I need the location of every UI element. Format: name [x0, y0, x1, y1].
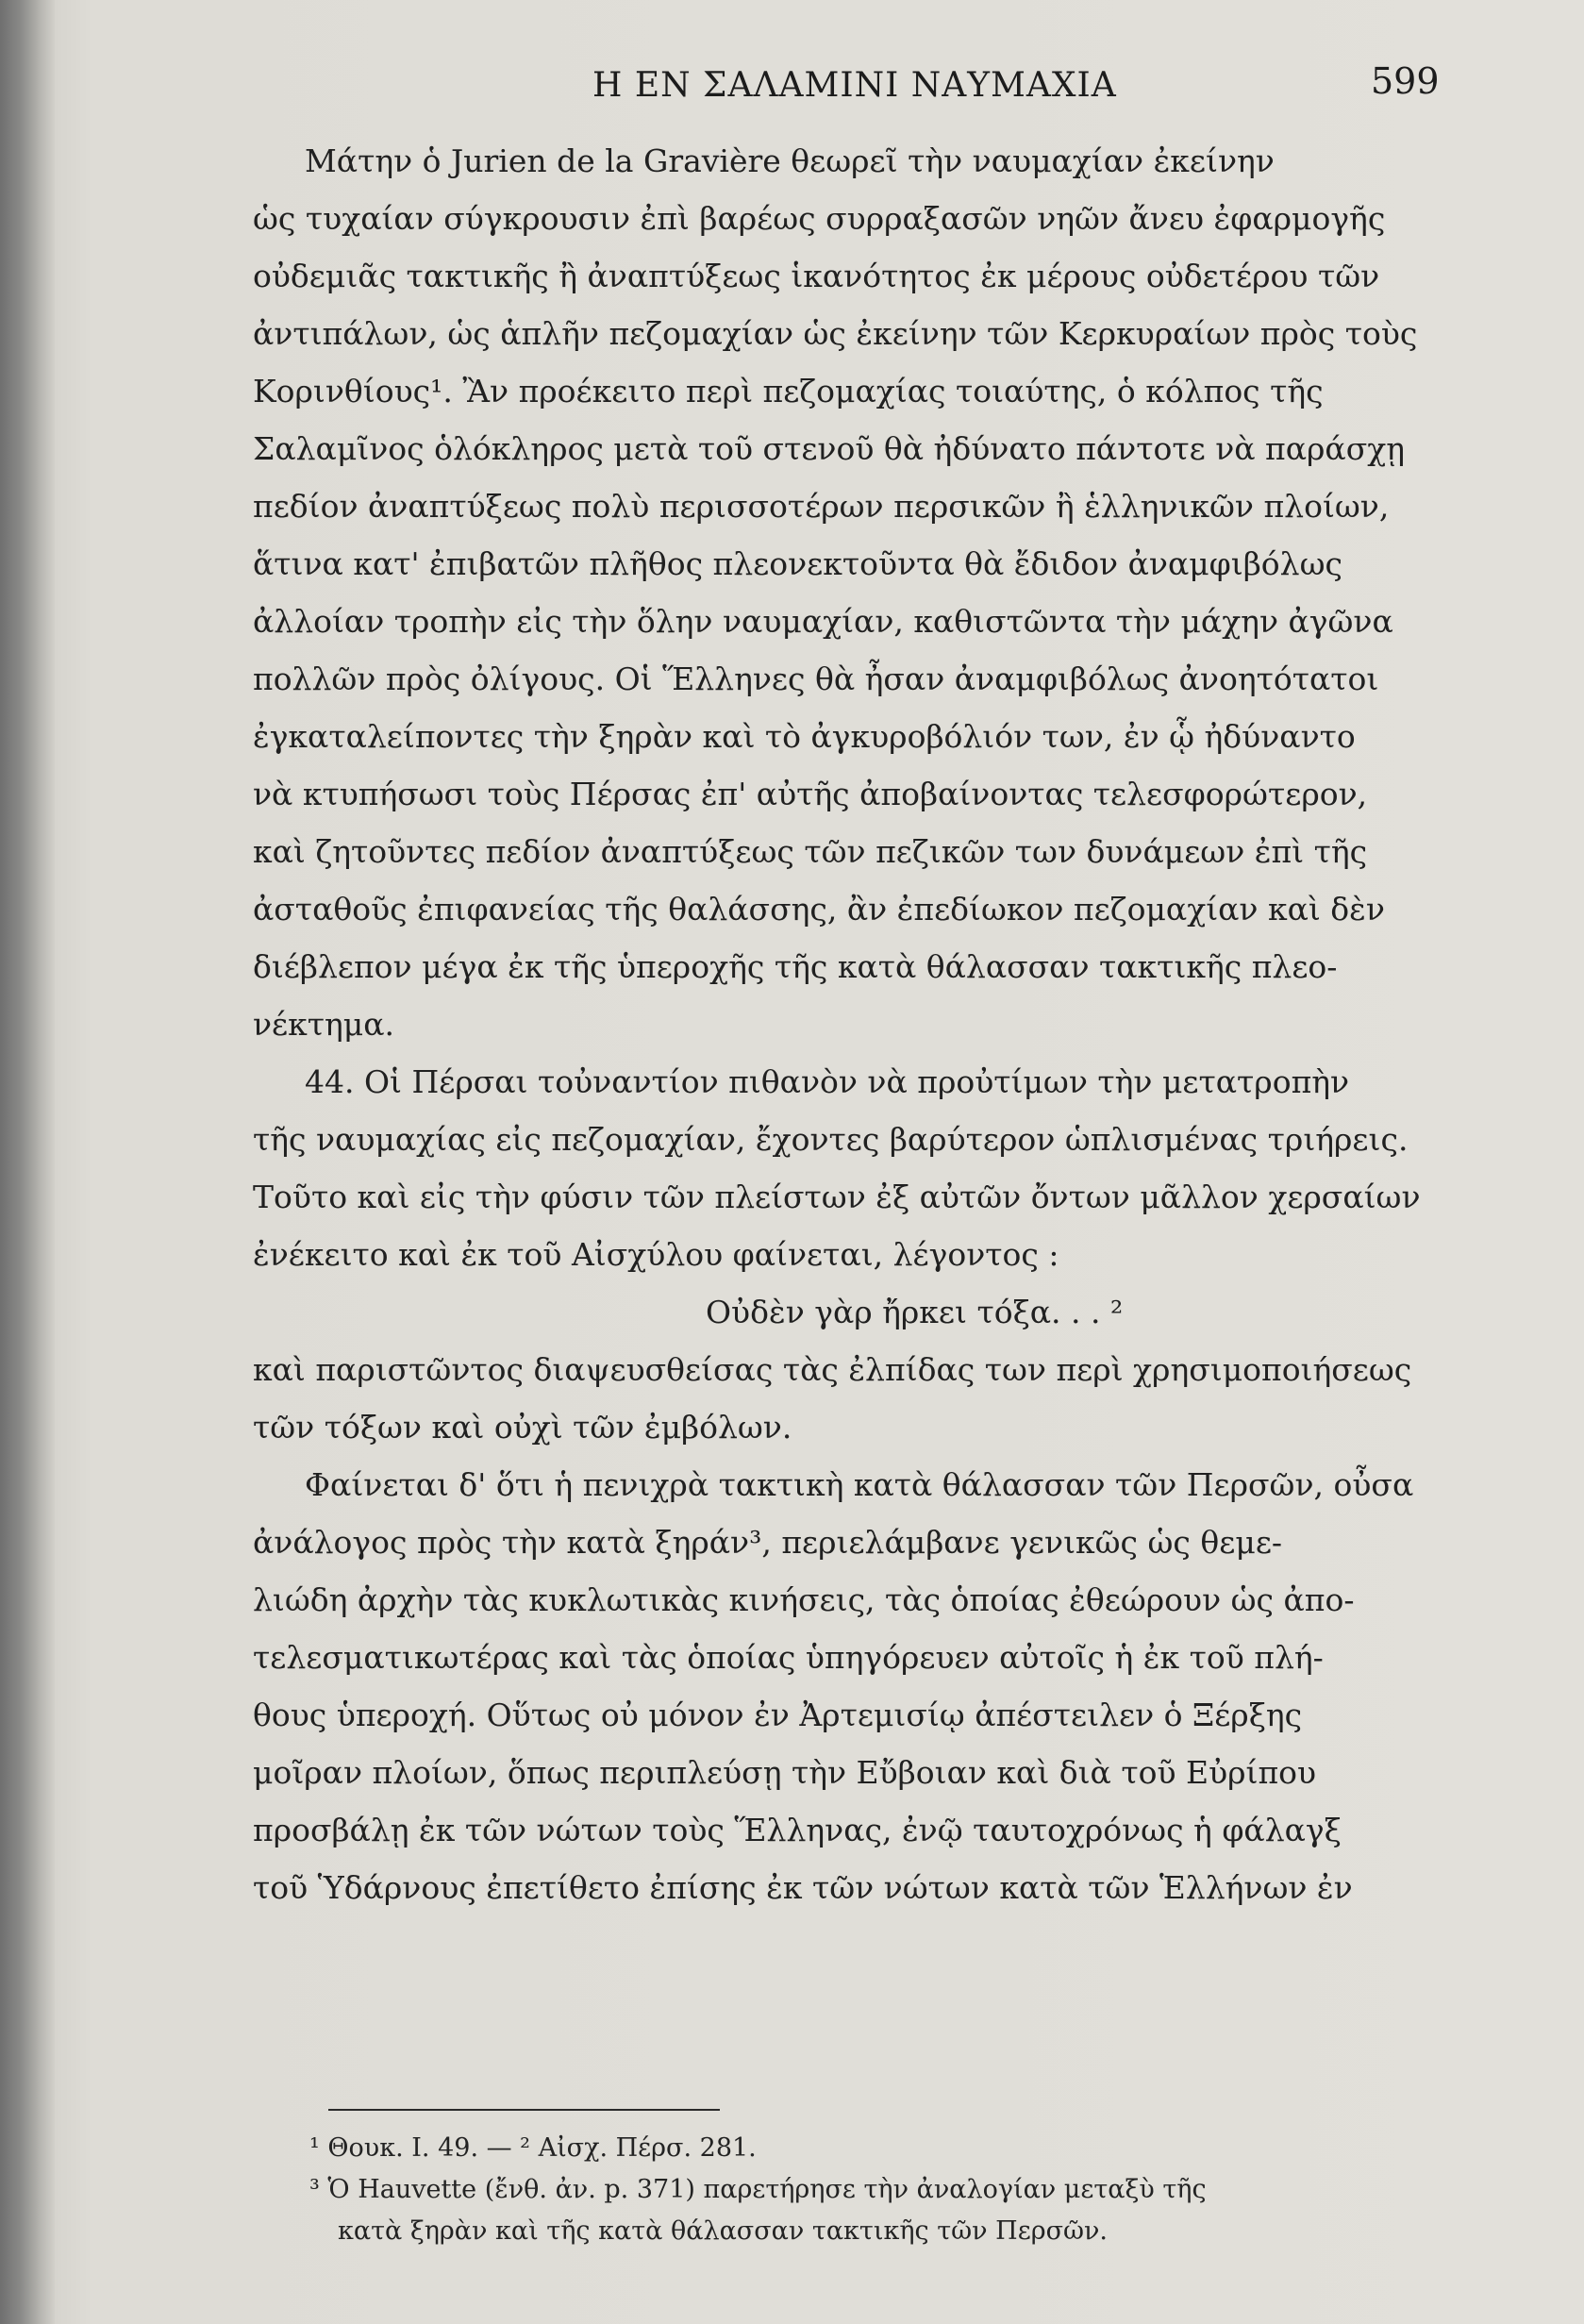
book-page	[55, 0, 1584, 2324]
verse-quotation: Οὐδὲν γὰρ ἤρκει τόξα. . . ²	[706, 1294, 1124, 1330]
text-line: Φαίνεται δ' ὅτι ἡ πενιχρὰ τακτικὴ κατὰ θάλασσαν τῶν Περσῶν, οὖσα	[305, 1466, 1414, 1503]
text-line: τελεσματικωτέρας καὶ τὰς ὁποίας ὑπηγόρευεν αὐτοῖς ἡ ἐκ τοῦ πλή-	[253, 1639, 1324, 1676]
text-line: τῶν τόξων καὶ οὐχὶ τῶν ἐμβόλων.	[253, 1409, 792, 1446]
text-line: τῆς ναυμαχίας εἰς πεζομαχίαν, ἔχοντες βαρύτερον ὡπλισμένας τριήρεις.	[253, 1121, 1409, 1158]
text-line: Κορινθίους¹. Ἂν προέκειτο περὶ πεζομαχίας τοιαύτης, ὁ κόλπος τῆς	[253, 373, 1324, 410]
text-line: ἐγκαταλείποντες τὴν ξηρὰν καὶ τὸ ἀγκυροβόλιόν των, ἐν ᾧ ἠδύναντο	[253, 718, 1356, 755]
text-line: μοῖραν πλοίων, ὅπως περιπλεύσῃ τὴν Εὔβοιαν καὶ διὰ τοῦ Εὐρίπου	[253, 1754, 1317, 1791]
footnote-continuation: κατὰ ξηρὰν καὶ τῆς κατὰ θάλασσαν τακτικῆς τῶν Περσῶν.	[338, 2216, 1109, 2246]
footnote: ¹ Θουκ. Ι. 49. — ² Αἰσχ. Πέρσ. 281.	[309, 2133, 757, 2163]
footnote-separator	[328, 2109, 720, 2111]
text-line: ἀνάλογος πρὸς τὴν κατὰ ξηράν³, περιελάμβανε γενικῶς ὡς θεμε-	[253, 1524, 1283, 1561]
text-line: καὶ ζητοῦντες πεδίον ἀναπτύξεως τῶν πεζικῶν των δυνάμεων ἐπὶ τῆς	[253, 833, 1368, 870]
main-text	[253, 132, 1498, 1916]
book-binding-edge	[0, 0, 55, 2324]
page-header	[55, 60, 1584, 117]
text-line: Μάτην ὁ Jurien de la Gravière θεωρεῖ τὴν ναυμαχίαν ἐκείνην	[305, 142, 1275, 179]
text-line: Σαλαμῖνος ὁλόκληρος μετὰ τοῦ στενοῦ θὰ ἠδύνατο πάντοτε νὰ παράσχῃ	[253, 430, 1405, 467]
text-line: πολλῶν πρὸς ὀλίγους. Οἱ Ἕλληνες θὰ ἦσαν ἀναμφιβόλως ἀνοητότατοι	[253, 660, 1379, 697]
text-line: ἐνέκειτο καὶ ἐκ τοῦ Αἰσχύλου φαίνεται, λέγοντος :	[253, 1236, 1059, 1273]
text-line: διέβλεπον μέγα ἐκ τῆς ὑπεροχῆς τῆς κατὰ θάλασσαν τακτικῆς πλεο-	[253, 948, 1338, 985]
text-line: νέκτημα.	[253, 1006, 395, 1043]
text-line: ὡς τυχαίαν σύγκρουσιν ἐπὶ βαρέως συρραξασῶν νηῶν ἄνευ ἐφαρμογῆς	[253, 200, 1386, 237]
text-line: ἀσταθοῦς ἐπιφανείας τῆς θαλάσσης, ἂν ἐπεδίωκον πεζομαχίαν καὶ δὲν	[253, 891, 1385, 928]
text-line: προσβάλῃ ἐκ τῶν νώτων τοὺς Ἕλληνας, ἐνῷ ταυτοχρόνως ἡ φάλαγξ	[253, 1812, 1342, 1848]
running-title: Η ΕΝ ΣΑΛΑΜΙΝΙ ΝΑΥΜΑΧΙΑ	[592, 66, 1117, 105]
text-line: θους ὑπεροχή. Οὕτως οὐ μόνον ἐν Ἀρτεμισίῳ ἀπέστειλεν ὁ Ξέρξης	[253, 1697, 1303, 1733]
text-line: πεδίον ἀναπτύξεως πολὺ περισσοτέρων περσικῶν ἢ ἑλληνικῶν πλοίων,	[253, 488, 1390, 525]
text-line: οὐδεμιᾶς τακτικῆς ἢ ἀναπτύξεως ἱκανότητος ἐκ μέρους οὐδετέρου τῶν	[253, 258, 1380, 294]
text-line: καὶ παριστῶντος διαψευσθείσας τὰς ἐλπίδας των περὶ χρησιμοποιήσεως	[253, 1351, 1412, 1388]
footnotes	[309, 2128, 1498, 2252]
footnote: ³ Ὁ Hauvette (ἔνθ. ἀν. p. 371) παρετήρησε τὴν ἀναλογίαν μεταξὺ τῆς	[309, 2175, 1207, 2204]
text-line: Τοῦτο καὶ εἰς τὴν φύσιν τῶν πλείστων ἐξ αὐτῶν ὄντων μᾶλλον χερσαίων	[253, 1179, 1421, 1215]
section-start-line: 44. Οἱ Πέρσαι τοὐναντίον πιθανὸν νὰ προὐτίμων τὴν μετατροπὴν	[305, 1063, 1350, 1100]
text-line: λιώδη ἀρχὴν τὰς κυκλωτικὰς κινήσεις, τὰς ὁποίας ἐθεώρουν ὡς ἀπο-	[253, 1581, 1355, 1618]
text-line: ἀντιπάλων, ὡς ἁπλῆν πεζομαχίαν ὡς ἐκείνην τῶν Κερκυραίων πρὸς τοὺς	[253, 315, 1418, 352]
text-line: νὰ κτυπήσωσι τοὺς Πέρσας ἐπ' αὐτῆς ἀποβαίνοντας τελεσφορώτερον,	[253, 776, 1368, 812]
text-line: τοῦ Ὑδάρνους ἐπετίθετο ἐπίσης ἐκ τῶν νώτων κατὰ τῶν Ἑλλήνων ἐν	[253, 1869, 1353, 1906]
text-line: ἅτινα κατ' ἐπιβατῶν πλῆθος πλεονεκτοῦντα θὰ ἔδιδον ἀναμφιβόλως	[253, 545, 1342, 582]
page-number: 599	[1371, 60, 1440, 102]
text-line: ἀλλοίαν τροπὴν εἰς τὴν ὅλην ναυμαχίαν, καθιστῶντα τὴν μάχην ἀγῶνα	[253, 603, 1393, 640]
